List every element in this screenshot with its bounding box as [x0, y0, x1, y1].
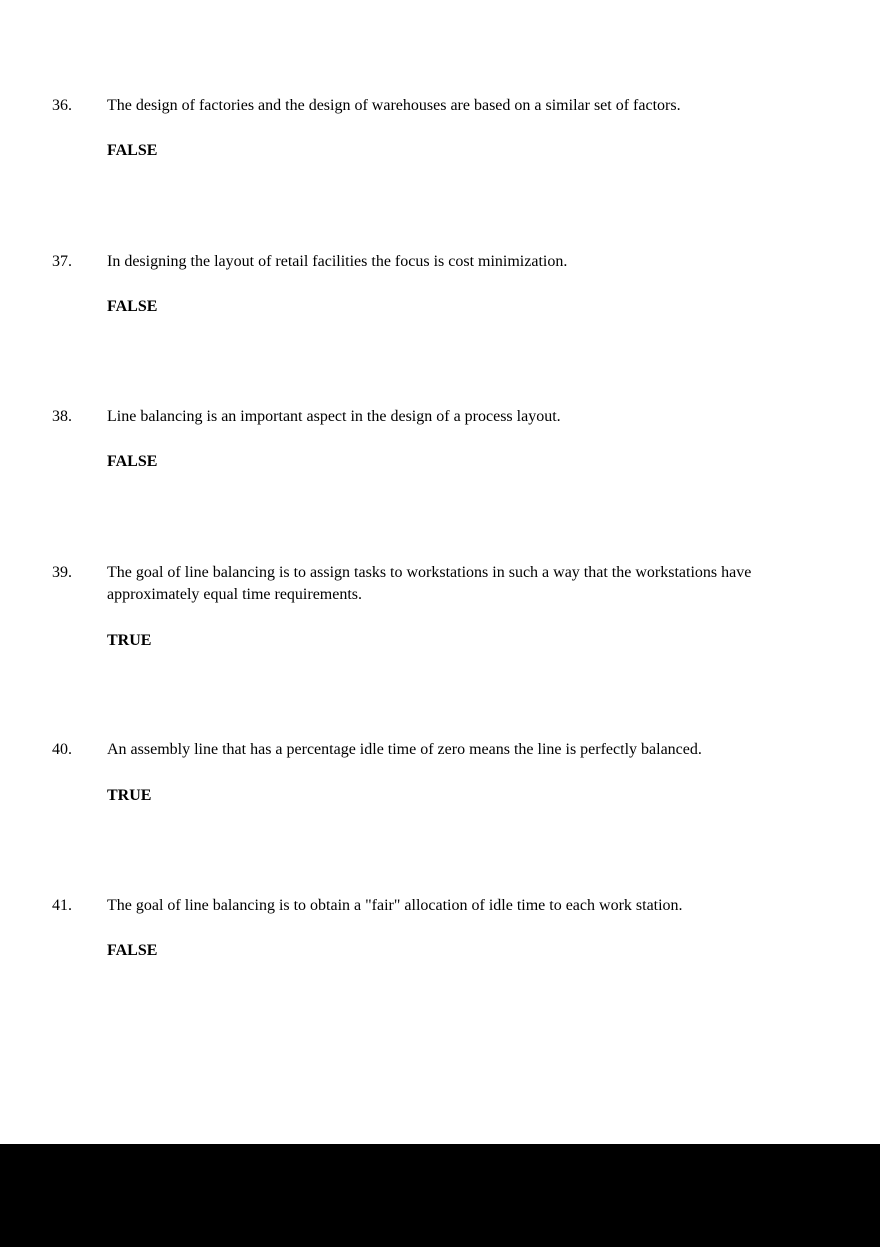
bottom-black-band [0, 1144, 880, 1247]
answer: TRUE [107, 632, 152, 649]
answer: FALSE [107, 942, 158, 959]
question-number: 37. [52, 253, 72, 270]
answer: FALSE [107, 298, 158, 315]
question-text: The design of factories and the design of warehouses are based on a similar set of factors. [107, 97, 681, 114]
question-text: An assembly line that has a percentage idle time of zero means the line is perfectly balanced. [107, 741, 702, 758]
question-number: 39. [52, 564, 72, 581]
question-number: 36. [52, 97, 72, 114]
answer: FALSE [107, 142, 158, 159]
question-text: The goal of line balancing is to assign tasks to workstations in such a way that the workstations have approximately equal time requirements. [107, 564, 752, 603]
question-number: 38. [52, 408, 72, 425]
question-text: Line balancing is an important aspect in the design of a process layout. [107, 408, 561, 425]
question-text: The goal of line balancing is to obtain a "fair" allocation of idle time to each work station. [107, 897, 683, 914]
question-text: In designing the layout of retail facilities the focus is cost minimization. [107, 253, 568, 270]
answer: FALSE [107, 453, 158, 470]
answer: TRUE [107, 787, 152, 804]
question-number: 41. [52, 897, 72, 914]
question-number: 40. [52, 741, 72, 758]
